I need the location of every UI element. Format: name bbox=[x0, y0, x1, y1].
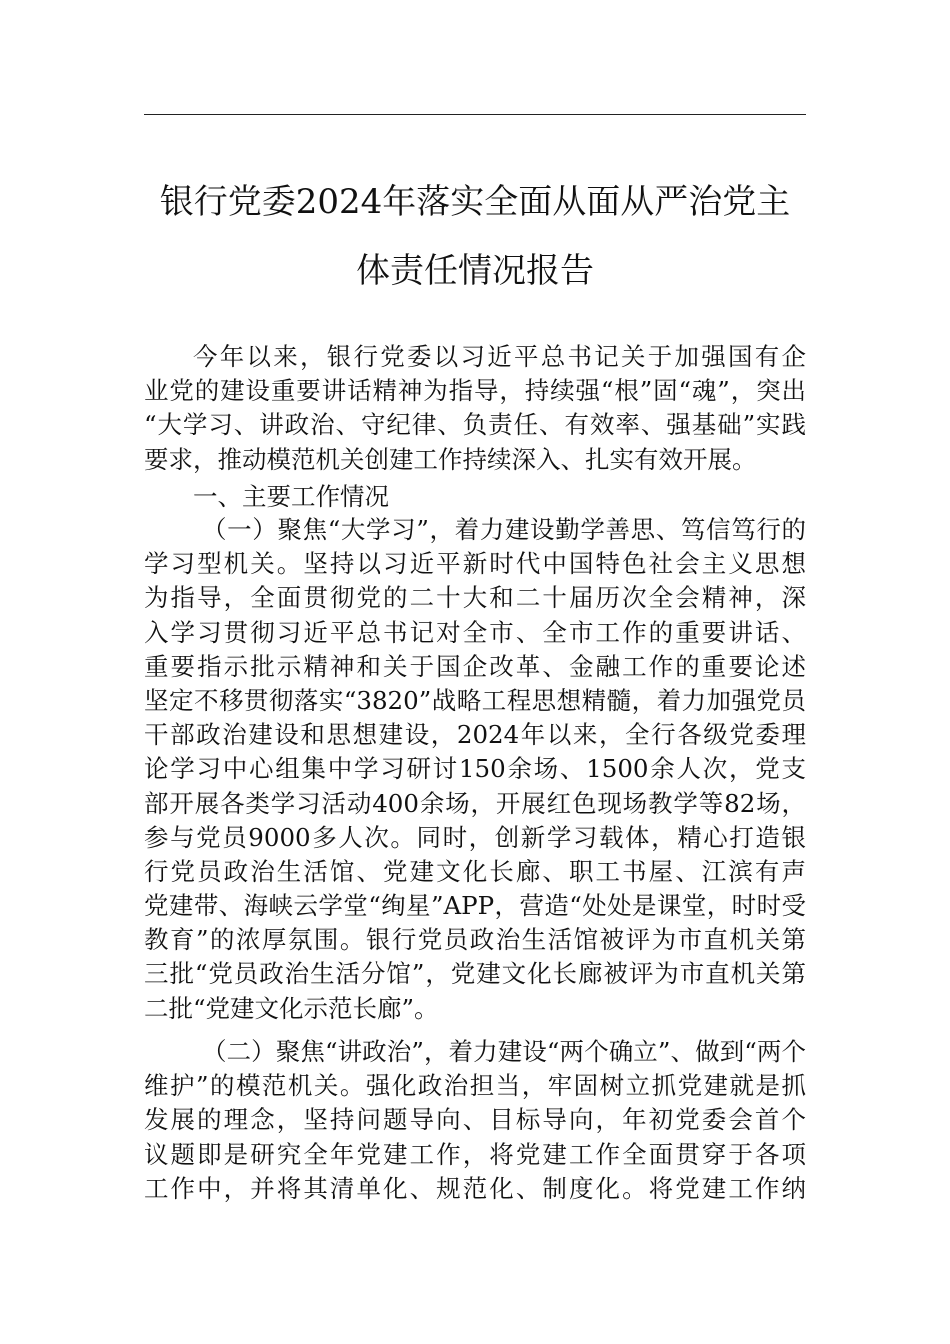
body-line: 学习型机关。坚持以习近平新时代中国特色社会主义思想 bbox=[144, 549, 806, 579]
subsection-2-paragraph bbox=[144, 1035, 806, 1206]
body-line: 议题即是研究全年党建工作，将党建工作全面贯穿于各项 bbox=[144, 1139, 806, 1169]
body-line: 党建带、海峡云学堂“绚星”APP，营造“处处是课堂，时时受 bbox=[144, 891, 806, 921]
body-line: 干部政治建设和思想建设，2024年以来，全行各级党委理 bbox=[144, 720, 806, 750]
intro-line: 要求，推动模范机关创建工作持续深入、扎实有效开展。 bbox=[144, 444, 757, 474]
body-line: 参与党员9000多人次。同时，创新学习载体，精心打造银 bbox=[144, 822, 806, 852]
body-line: 二批“党建文化示范长廊”。 bbox=[144, 993, 439, 1023]
document-title-line-1: 银行党委2024年落实全面从面从严治党主 bbox=[159, 182, 791, 222]
body-line: （二）聚焦“讲政治”，着力建设“两个确立”、做到“两个 bbox=[202, 1037, 806, 1066]
body-line: （一）聚焦“大学习”，着力建设勤学善思、笃信笃行的 bbox=[202, 515, 806, 544]
body-line: 维护”的模范机关。强化政治担当，牢固树立抓党建就是抓 bbox=[144, 1071, 806, 1101]
body-line: 部开展各类学习活动400余场，开展红色现场教学等82场， bbox=[144, 788, 806, 818]
intro-line: 业党的建设重要讲话精神为指导，持续强“根”固“魂”，突出 bbox=[144, 376, 806, 406]
document-title-line-2: 体责任情况报告 bbox=[356, 251, 594, 291]
body-line: 论学习中心组集中学习研讨150余场、1500余人次，党支 bbox=[144, 754, 806, 784]
intro-paragraph bbox=[144, 340, 806, 477]
body-line: 工作中，并将其清单化、规范化、制度化。将党建工作纳 bbox=[144, 1173, 806, 1203]
body-line: 坚定不移贯彻落实“3820”战略工程思想精髓，着力加强党员 bbox=[144, 685, 806, 715]
body-line: 行党员政治生活馆、党建文化长廊、职工书屋、江滨有声 bbox=[144, 856, 806, 886]
body-line: 教育”的浓厚氛围。银行党员政治生活馆被评为市直机关第 bbox=[144, 925, 806, 955]
body-line: 入学习贯彻习近平总书记对全市、全市工作的重要讲话、 bbox=[144, 617, 806, 647]
body-line: 三批“党员政治生活分馆”，党建文化长廊被评为市直机关第 bbox=[144, 959, 806, 989]
intro-line: “大学习、讲政治、守纪律、负责任、有效率、强基础”实践 bbox=[144, 410, 806, 440]
body-line: 发展的理念，坚持问题导向、目标导向，年初党委会首个 bbox=[144, 1105, 806, 1135]
body-line: 重要指示批示精神和关于国企改革、金融工作的重要论述 bbox=[144, 651, 806, 681]
section-heading-main-work: 一、主要工作情况 bbox=[193, 482, 389, 511]
body-line: 为指导，全面贯彻党的二十大和二十届历次全会精神，深 bbox=[144, 583, 806, 613]
header-rule bbox=[144, 114, 806, 115]
intro-line: 今年以来，银行党委以习近平总书记关于加强国有企 bbox=[193, 342, 806, 371]
subsection-1-paragraph bbox=[144, 513, 806, 1026]
